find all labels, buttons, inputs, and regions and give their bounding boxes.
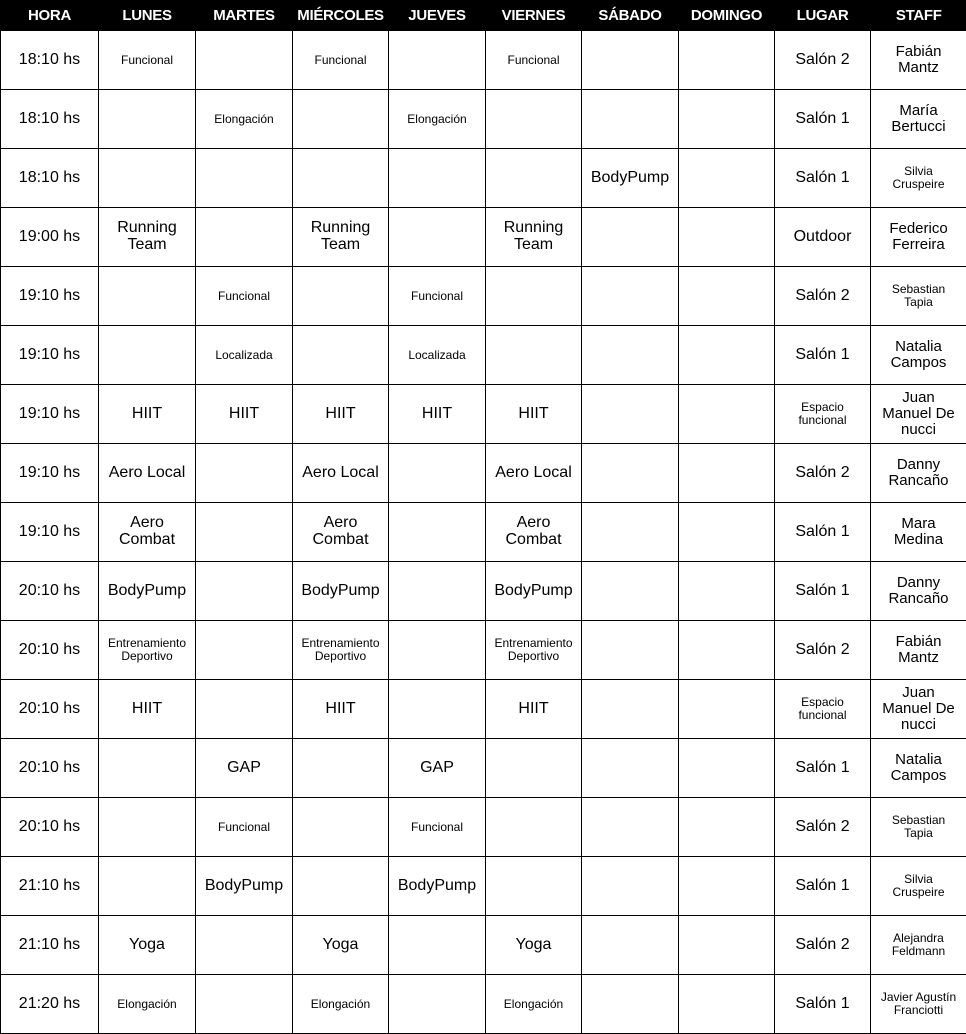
class-cell-martes bbox=[196, 385, 293, 444]
class-cell-lunes bbox=[99, 798, 196, 857]
lugar-cell-text: Salón 1 bbox=[795, 581, 850, 599]
hora-cell bbox=[1, 916, 99, 975]
class-cell-viernes-text: Yoga bbox=[515, 935, 552, 953]
header-lunes: LUNES bbox=[99, 0, 196, 31]
class-cell-domingo bbox=[679, 31, 775, 90]
hora-cell-text: 19:10 hs bbox=[18, 286, 81, 304]
staff-cell bbox=[871, 975, 966, 1034]
class-cell-jueves bbox=[389, 503, 486, 562]
schedule-row bbox=[1, 975, 966, 1034]
class-cell-viernes bbox=[486, 739, 582, 798]
class-cell-miercoles-text: HIIT bbox=[325, 699, 356, 717]
class-cell-martes-text: BodyPump bbox=[204, 876, 284, 894]
class-cell-jueves bbox=[389, 385, 486, 444]
class-cell-martes-text: HIIT bbox=[228, 404, 260, 422]
class-cell-viernes bbox=[486, 267, 582, 326]
class-cell-viernes bbox=[486, 503, 582, 562]
hora-cell bbox=[1, 621, 99, 680]
class-cell-martes bbox=[196, 326, 293, 385]
class-cell-martes bbox=[196, 975, 293, 1034]
hora-cell bbox=[1, 267, 99, 326]
schedule-row bbox=[1, 739, 966, 798]
staff-cell-text: Sebastian Tapia bbox=[891, 282, 946, 309]
class-cell-miercoles-text: Entrenamiento Deportivo bbox=[301, 636, 380, 663]
class-cell-sabado bbox=[582, 149, 679, 208]
header-row bbox=[1, 0, 966, 31]
hora-cell-text: 20:10 hs bbox=[18, 581, 81, 599]
staff-cell bbox=[871, 267, 966, 326]
class-cell-viernes bbox=[486, 857, 582, 916]
class-cell-martes-text: GAP bbox=[227, 758, 261, 776]
hora-cell bbox=[1, 149, 99, 208]
class-cell-viernes bbox=[486, 90, 582, 149]
class-cell-lunes-text: Yoga bbox=[129, 935, 165, 953]
class-cell-miercoles bbox=[293, 621, 389, 680]
class-cell-martes bbox=[196, 562, 293, 621]
hora-cell bbox=[1, 208, 99, 267]
class-cell-martes bbox=[196, 267, 293, 326]
class-cell-miercoles-text: BodyPump bbox=[301, 581, 380, 599]
class-cell-martes bbox=[196, 149, 293, 208]
class-cell-viernes-text: Funcional bbox=[507, 52, 560, 67]
class-cell-domingo bbox=[679, 680, 775, 739]
class-cell-lunes bbox=[99, 31, 196, 90]
class-cell-miercoles bbox=[293, 975, 389, 1034]
class-cell-lunes-text: Aero Local bbox=[108, 463, 186, 481]
class-cell-miercoles-text: Funcional bbox=[314, 52, 367, 67]
class-cell-miercoles bbox=[293, 149, 389, 208]
hora-cell bbox=[1, 31, 99, 90]
staff-cell bbox=[871, 562, 966, 621]
lugar-cell-text: Salón 1 bbox=[795, 522, 850, 540]
class-cell-sabado bbox=[582, 975, 679, 1034]
class-cell-martes bbox=[196, 739, 293, 798]
staff-cell-text: Juan Manuel De nucci bbox=[882, 684, 955, 733]
staff-cell-text: Fabián Mantz bbox=[895, 43, 942, 76]
class-cell-lunes-text: BodyPump bbox=[107, 581, 187, 599]
class-cell-domingo bbox=[679, 385, 775, 444]
class-cell-lunes-text: Aero Combat bbox=[118, 514, 176, 548]
header-domingo: DOMINGO bbox=[679, 0, 775, 31]
hora-cell-text: 21:20 hs bbox=[18, 994, 81, 1012]
class-cell-martes bbox=[196, 857, 293, 916]
staff-cell bbox=[871, 31, 966, 90]
schedule-row bbox=[1, 31, 966, 90]
class-cell-viernes bbox=[486, 798, 582, 857]
hora-cell bbox=[1, 562, 99, 621]
staff-cell-text: Alejandra Feldmann bbox=[891, 931, 946, 958]
class-cell-miercoles-text: Running Team bbox=[310, 219, 371, 253]
class-cell-jueves bbox=[389, 444, 486, 503]
class-cell-martes-text: Funcional bbox=[217, 288, 271, 303]
lugar-cell bbox=[775, 444, 871, 503]
staff-cell bbox=[871, 90, 966, 149]
schedule-row bbox=[1, 208, 966, 267]
class-cell-lunes bbox=[99, 503, 196, 562]
hora-cell-text: 20:10 hs bbox=[18, 699, 81, 717]
class-cell-domingo bbox=[679, 621, 775, 680]
class-cell-lunes-text: HIIT bbox=[131, 699, 163, 717]
class-cell-sabado bbox=[582, 739, 679, 798]
hora-cell bbox=[1, 680, 99, 739]
header-viernes: VIERNES bbox=[486, 0, 582, 31]
lugar-cell bbox=[775, 621, 871, 680]
class-cell-miercoles bbox=[293, 267, 389, 326]
hora-cell bbox=[1, 798, 99, 857]
class-cell-jueves bbox=[389, 90, 486, 149]
class-cell-viernes bbox=[486, 444, 582, 503]
schedule-row bbox=[1, 503, 966, 562]
class-cell-viernes-text: HIIT bbox=[518, 699, 549, 717]
class-cell-miercoles bbox=[293, 31, 389, 90]
class-cell-lunes bbox=[99, 444, 196, 503]
class-cell-viernes-text: Elongación bbox=[503, 996, 564, 1011]
staff-cell-text: Mara Medina bbox=[893, 515, 944, 548]
lugar-cell-text: Salón 1 bbox=[795, 876, 850, 894]
lugar-cell bbox=[775, 798, 871, 857]
class-cell-sabado bbox=[582, 444, 679, 503]
class-cell-sabado bbox=[582, 208, 679, 267]
lugar-cell bbox=[775, 916, 871, 975]
hora-cell-text: 19:00 hs bbox=[18, 227, 81, 245]
class-cell-jueves bbox=[389, 916, 486, 975]
header-jueves: JUEVES bbox=[389, 0, 486, 31]
hora-cell-text: 21:10 hs bbox=[18, 935, 81, 953]
staff-cell-text: Fabián Mantz bbox=[895, 633, 942, 666]
lugar-cell-text: Salón 1 bbox=[795, 109, 850, 127]
class-cell-miercoles bbox=[293, 385, 389, 444]
hora-cell bbox=[1, 503, 99, 562]
class-cell-jueves bbox=[389, 621, 486, 680]
staff-cell bbox=[871, 503, 966, 562]
hora-cell-text: 20:10 hs bbox=[18, 640, 81, 658]
staff-cell bbox=[871, 916, 966, 975]
hora-cell-text: 21:10 hs bbox=[18, 876, 81, 894]
staff-cell-text: Federico Ferreira bbox=[889, 220, 948, 253]
class-cell-lunes bbox=[99, 90, 196, 149]
class-cell-martes bbox=[196, 90, 293, 149]
class-cell-miercoles bbox=[293, 503, 389, 562]
class-cell-lunes bbox=[99, 857, 196, 916]
class-cell-viernes-text: HIIT bbox=[518, 404, 549, 422]
lugar-cell bbox=[775, 857, 871, 916]
staff-cell bbox=[871, 208, 966, 267]
class-cell-miercoles-text: Aero Local bbox=[302, 463, 379, 481]
class-cell-sabado bbox=[582, 621, 679, 680]
schedule-row bbox=[1, 857, 966, 916]
staff-cell bbox=[871, 385, 966, 444]
hora-cell-text: 19:10 hs bbox=[18, 463, 81, 481]
hora-cell-text: 20:10 hs bbox=[18, 817, 81, 835]
lugar-cell-text: Salón 1 bbox=[795, 758, 850, 776]
lugar-cell-text: Outdoor bbox=[793, 227, 852, 245]
header-hora: HORA bbox=[1, 0, 99, 31]
class-cell-jueves-text: Elongación bbox=[407, 111, 467, 126]
class-cell-sabado bbox=[582, 503, 679, 562]
staff-cell bbox=[871, 857, 966, 916]
lugar-cell bbox=[775, 739, 871, 798]
class-cell-jueves-text: BodyPump bbox=[397, 876, 477, 894]
schedule-row bbox=[1, 798, 966, 857]
class-cell-lunes bbox=[99, 385, 196, 444]
class-cell-martes bbox=[196, 31, 293, 90]
class-cell-jueves bbox=[389, 562, 486, 621]
class-cell-domingo bbox=[679, 326, 775, 385]
lugar-cell-text: Salón 2 bbox=[795, 50, 850, 68]
header-miercoles: MIÉRCOLES bbox=[293, 0, 389, 31]
staff-cell bbox=[871, 680, 966, 739]
hora-cell bbox=[1, 857, 99, 916]
hora-cell-text: 18:10 hs bbox=[18, 168, 81, 186]
staff-cell-text: Danny Rancaño bbox=[888, 456, 949, 489]
hora-cell-text: 19:10 hs bbox=[18, 404, 81, 422]
schedule-row bbox=[1, 621, 966, 680]
schedule-row bbox=[1, 680, 966, 739]
class-cell-viernes-text: Running Team bbox=[503, 219, 564, 253]
class-cell-jueves bbox=[389, 739, 486, 798]
hora-cell bbox=[1, 326, 99, 385]
class-cell-lunes bbox=[99, 680, 196, 739]
lugar-cell-text: Salón 2 bbox=[795, 817, 850, 835]
class-cell-domingo bbox=[679, 503, 775, 562]
lugar-cell-text: Salón 2 bbox=[795, 286, 850, 304]
class-cell-miercoles bbox=[293, 857, 389, 916]
class-cell-lunes bbox=[99, 562, 196, 621]
class-cell-miercoles bbox=[293, 444, 389, 503]
class-cell-jueves bbox=[389, 267, 486, 326]
class-cell-martes bbox=[196, 798, 293, 857]
lugar-cell-text: Salón 2 bbox=[795, 935, 850, 953]
class-cell-jueves-text: Localizada bbox=[408, 347, 466, 362]
schedule-row bbox=[1, 149, 966, 208]
staff-cell-text: María Bertucci bbox=[891, 102, 946, 135]
hora-cell bbox=[1, 444, 99, 503]
lugar-cell bbox=[775, 680, 871, 739]
staff-cell-text: Juan Manuel De nucci bbox=[882, 389, 955, 438]
staff-cell-text: Natalia Campos bbox=[890, 751, 947, 784]
class-cell-miercoles bbox=[293, 562, 389, 621]
class-cell-miercoles bbox=[293, 326, 389, 385]
class-cell-miercoles bbox=[293, 90, 389, 149]
schedule-row bbox=[1, 444, 966, 503]
class-cell-sabado bbox=[582, 857, 679, 916]
class-cell-lunes-text: Running Team bbox=[117, 219, 177, 253]
class-cell-martes-text: Funcional bbox=[217, 819, 271, 834]
class-cell-jueves bbox=[389, 680, 486, 739]
lugar-cell bbox=[775, 208, 871, 267]
staff-cell-text: Silvia Cruspeire bbox=[892, 872, 945, 899]
class-cell-viernes-text: Aero Combat bbox=[505, 514, 562, 548]
class-cell-lunes-text: HIIT bbox=[131, 404, 163, 422]
hora-cell bbox=[1, 90, 99, 149]
class-cell-lunes bbox=[99, 326, 196, 385]
staff-cell-text: Danny Rancaño bbox=[888, 574, 949, 607]
class-cell-sabado bbox=[582, 562, 679, 621]
lugar-cell-text: Salón 1 bbox=[795, 345, 850, 363]
lugar-cell bbox=[775, 975, 871, 1034]
class-cell-domingo bbox=[679, 739, 775, 798]
class-cell-domingo bbox=[679, 562, 775, 621]
class-cell-viernes-text: BodyPump bbox=[494, 581, 573, 599]
hora-cell bbox=[1, 385, 99, 444]
class-cell-sabado bbox=[582, 916, 679, 975]
class-cell-martes bbox=[196, 503, 293, 562]
class-cell-jueves-text: GAP bbox=[420, 758, 454, 776]
class-cell-domingo bbox=[679, 149, 775, 208]
header-martes: MARTES bbox=[196, 0, 293, 31]
class-cell-domingo bbox=[679, 916, 775, 975]
staff-cell bbox=[871, 149, 966, 208]
class-cell-lunes bbox=[99, 208, 196, 267]
class-cell-martes-text: Localizada bbox=[215, 347, 273, 362]
class-cell-jueves-text: Funcional bbox=[410, 819, 464, 834]
class-cell-martes bbox=[196, 916, 293, 975]
class-cell-sabado bbox=[582, 385, 679, 444]
class-cell-miercoles bbox=[293, 916, 389, 975]
class-cell-miercoles-text: HIIT bbox=[325, 404, 356, 422]
class-cell-miercoles bbox=[293, 208, 389, 267]
class-cell-martes-text: Elongación bbox=[214, 111, 274, 126]
class-cell-lunes bbox=[99, 621, 196, 680]
class-cell-lunes-text: Entrenamiento Deportivo bbox=[107, 636, 187, 663]
class-cell-jueves bbox=[389, 31, 486, 90]
class-cell-lunes-text: Funcional bbox=[120, 52, 174, 67]
lugar-cell-text: Salón 2 bbox=[795, 463, 850, 481]
lugar-cell bbox=[775, 31, 871, 90]
class-cell-miercoles bbox=[293, 739, 389, 798]
class-cell-lunes bbox=[99, 739, 196, 798]
hora-cell-text: 19:10 hs bbox=[18, 345, 81, 363]
class-cell-viernes bbox=[486, 385, 582, 444]
class-cell-viernes bbox=[486, 149, 582, 208]
class-cell-viernes bbox=[486, 621, 582, 680]
class-cell-lunes bbox=[99, 149, 196, 208]
schedule-row bbox=[1, 267, 966, 326]
staff-cell bbox=[871, 798, 966, 857]
class-cell-martes bbox=[196, 680, 293, 739]
class-cell-domingo bbox=[679, 267, 775, 326]
staff-cell-text: Javier Agustín Franciotti bbox=[880, 990, 957, 1017]
schedule-row bbox=[1, 90, 966, 149]
class-cell-jueves bbox=[389, 798, 486, 857]
schedule-row bbox=[1, 326, 966, 385]
class-cell-jueves bbox=[389, 208, 486, 267]
header-staff: STAFF bbox=[871, 0, 966, 31]
lugar-cell bbox=[775, 385, 871, 444]
staff-cell-text: Silvia Cruspeire bbox=[892, 164, 945, 191]
class-cell-jueves-text: HIIT bbox=[421, 404, 453, 422]
lugar-cell bbox=[775, 503, 871, 562]
staff-cell-text: Sebastian Tapia bbox=[891, 813, 946, 840]
staff-cell bbox=[871, 621, 966, 680]
class-cell-viernes-text: Entrenamiento Deportivo bbox=[494, 636, 573, 663]
class-cell-domingo bbox=[679, 208, 775, 267]
header-lugar: LUGAR bbox=[775, 0, 871, 31]
class-cell-sabado bbox=[582, 326, 679, 385]
class-cell-martes bbox=[196, 621, 293, 680]
class-cell-viernes-text: Aero Local bbox=[495, 463, 572, 481]
class-cell-viernes bbox=[486, 975, 582, 1034]
lugar-cell-text: Salón 1 bbox=[795, 168, 850, 186]
schedule-row bbox=[1, 562, 966, 621]
class-cell-miercoles-text: Elongación bbox=[310, 996, 371, 1011]
hora-cell-text: 18:10 hs bbox=[18, 50, 81, 68]
class-cell-jueves bbox=[389, 326, 486, 385]
class-cell-miercoles-text: Aero Combat bbox=[312, 514, 369, 548]
class-cell-jueves bbox=[389, 857, 486, 916]
class-cell-domingo bbox=[679, 857, 775, 916]
lugar-cell bbox=[775, 90, 871, 149]
class-cell-miercoles bbox=[293, 680, 389, 739]
class-cell-lunes-text: Elongación bbox=[117, 996, 177, 1011]
class-cell-jueves bbox=[389, 975, 486, 1034]
class-cell-domingo bbox=[679, 444, 775, 503]
hora-cell-text: 18:10 hs bbox=[18, 109, 81, 127]
lugar-cell-text: Espacio funcional bbox=[798, 695, 847, 722]
class-cell-viernes bbox=[486, 680, 582, 739]
class-cell-viernes bbox=[486, 562, 582, 621]
lugar-cell bbox=[775, 562, 871, 621]
lugar-cell-text: Espacio funcional bbox=[798, 400, 847, 427]
lugar-cell bbox=[775, 267, 871, 326]
class-cell-viernes bbox=[486, 916, 582, 975]
staff-cell bbox=[871, 444, 966, 503]
class-cell-domingo bbox=[679, 798, 775, 857]
lugar-cell-text: Salón 2 bbox=[795, 640, 850, 658]
lugar-cell bbox=[775, 149, 871, 208]
class-cell-martes bbox=[196, 208, 293, 267]
schedule-row bbox=[1, 916, 966, 975]
hora-cell bbox=[1, 975, 99, 1034]
lugar-cell-text: Salón 1 bbox=[795, 994, 850, 1012]
staff-cell-text: Natalia Campos bbox=[890, 338, 947, 371]
class-cell-viernes bbox=[486, 208, 582, 267]
lugar-cell bbox=[775, 326, 871, 385]
hora-cell-text: 20:10 hs bbox=[18, 758, 81, 776]
class-cell-viernes bbox=[486, 31, 582, 90]
header-sabado: SÁBADO bbox=[582, 0, 679, 31]
class-cell-sabado-text: BodyPump bbox=[590, 168, 670, 186]
class-cell-miercoles bbox=[293, 798, 389, 857]
class-cell-domingo bbox=[679, 975, 775, 1034]
class-cell-sabado bbox=[582, 680, 679, 739]
class-cell-jueves bbox=[389, 149, 486, 208]
staff-cell bbox=[871, 326, 966, 385]
class-cell-sabado bbox=[582, 267, 679, 326]
hora-cell-text: 19:10 hs bbox=[18, 522, 81, 540]
class-cell-jueves-text: Funcional bbox=[410, 288, 464, 303]
class-cell-viernes bbox=[486, 326, 582, 385]
class-cell-lunes bbox=[99, 975, 196, 1034]
class-cell-sabado bbox=[582, 798, 679, 857]
hora-cell bbox=[1, 739, 99, 798]
class-cell-martes bbox=[196, 444, 293, 503]
class-cell-sabado bbox=[582, 90, 679, 149]
class-cell-miercoles-text: Yoga bbox=[322, 935, 359, 953]
staff-cell bbox=[871, 739, 966, 798]
class-cell-lunes bbox=[99, 267, 196, 326]
schedule-row bbox=[1, 385, 966, 444]
class-cell-lunes bbox=[99, 916, 196, 975]
class-cell-domingo bbox=[679, 90, 775, 149]
class-cell-sabado bbox=[582, 31, 679, 90]
